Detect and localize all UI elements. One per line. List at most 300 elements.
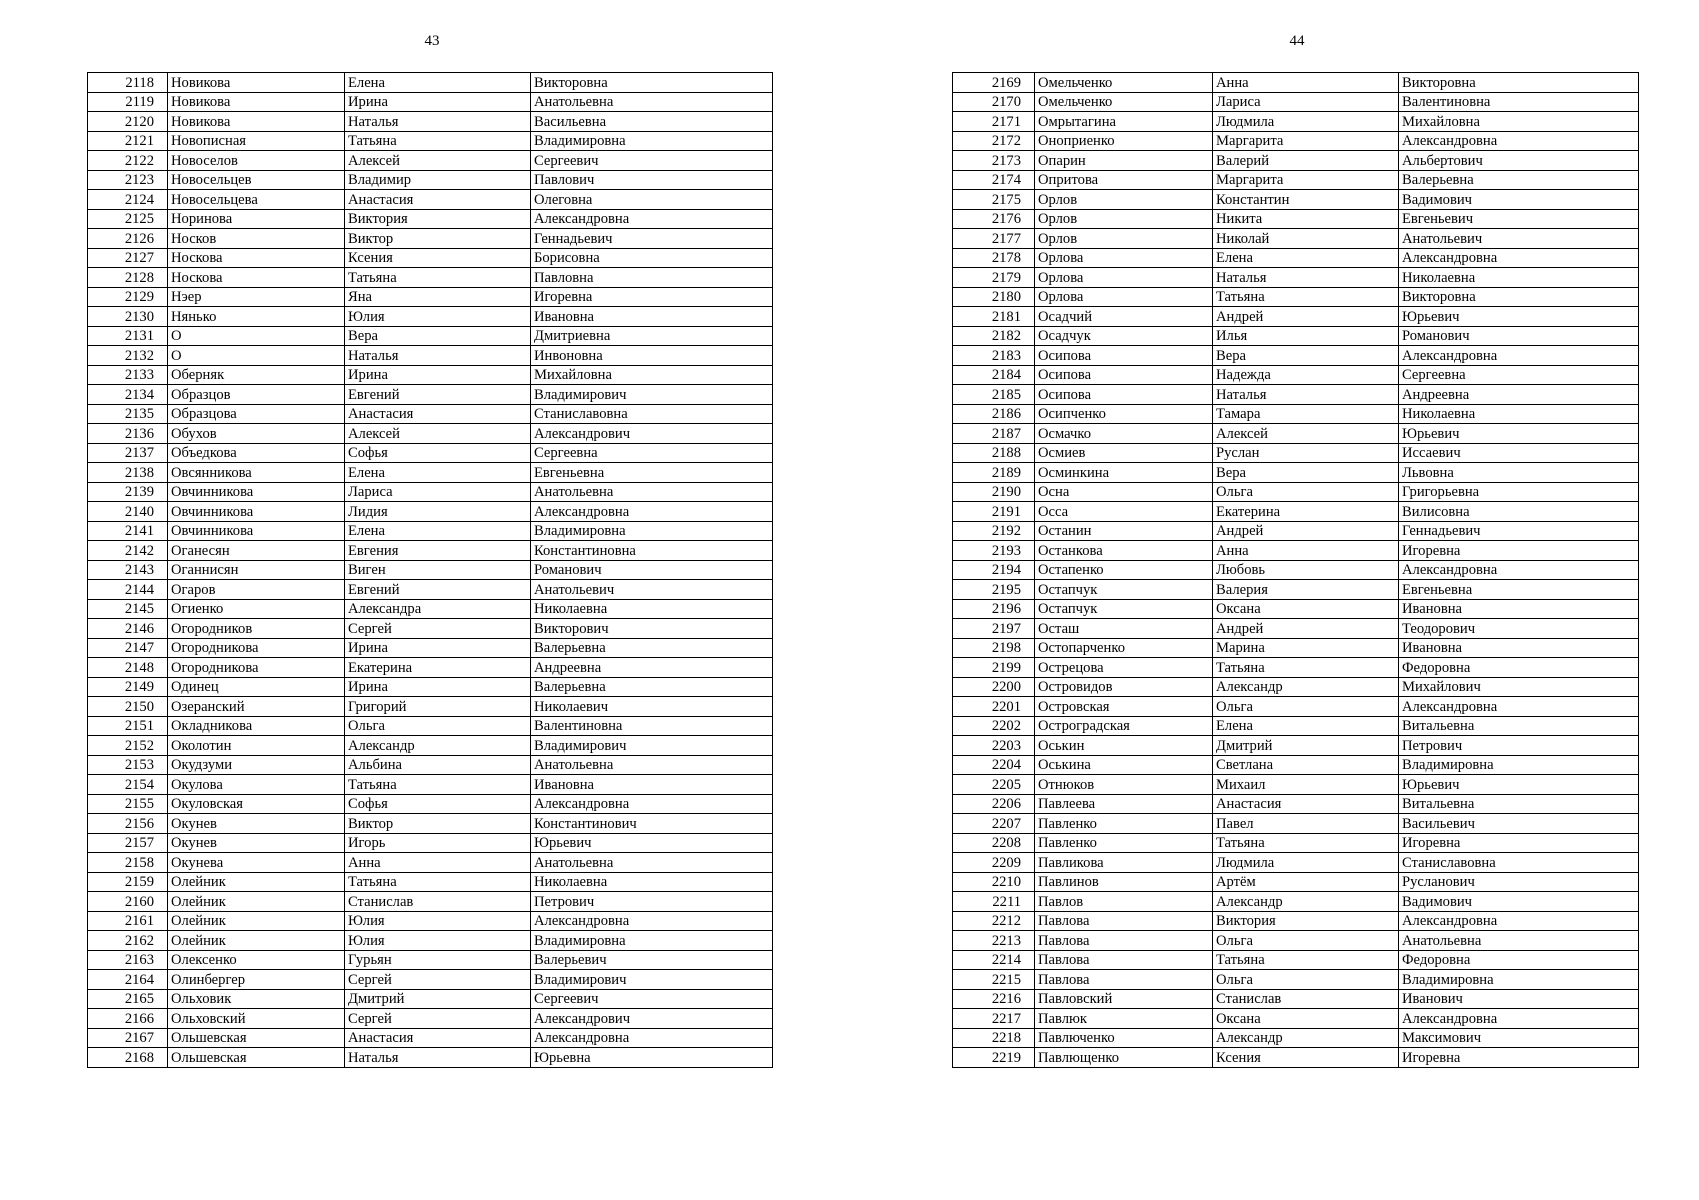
row-number-cell: 2201 xyxy=(953,697,1035,717)
last-name-cell: Носков xyxy=(168,229,345,249)
patronymic-cell: Николаевна xyxy=(1399,404,1639,424)
last-name-cell: Павлюченко xyxy=(1035,1028,1213,1048)
patronymic-cell: Александровна xyxy=(531,1028,773,1048)
patronymic-cell: Ивановна xyxy=(531,307,773,327)
row-number-cell: 2208 xyxy=(953,833,1035,853)
table-row xyxy=(953,1028,1639,1048)
table-row xyxy=(88,209,773,229)
patronymic-cell: Юрьевич xyxy=(531,833,773,853)
table-row xyxy=(88,248,773,268)
first-name-cell: Светлана xyxy=(1213,755,1399,775)
last-name-cell: Павленко xyxy=(1035,814,1213,834)
patronymic-cell: Анатольевна xyxy=(531,853,773,873)
last-name-cell: Нянько xyxy=(168,307,345,327)
row-number-cell: 2169 xyxy=(953,73,1035,93)
first-name-cell: Артём xyxy=(1213,872,1399,892)
patronymic-cell: Борисовна xyxy=(531,248,773,268)
first-name-cell: Надежда xyxy=(1213,365,1399,385)
row-number-cell: 2128 xyxy=(88,268,168,288)
row-number-cell: 2134 xyxy=(88,385,168,405)
table-row xyxy=(953,248,1639,268)
row-number-cell: 2153 xyxy=(88,755,168,775)
table-row xyxy=(953,502,1639,522)
row-number-cell: 2132 xyxy=(88,346,168,366)
last-name-cell: Остроградская xyxy=(1035,716,1213,736)
table-row xyxy=(953,814,1639,834)
last-name-cell: Окладникова xyxy=(168,716,345,736)
last-name-cell: Орлов xyxy=(1035,190,1213,210)
table-row xyxy=(953,229,1639,249)
row-number-cell: 2137 xyxy=(88,443,168,463)
patronymic-cell: Романович xyxy=(1399,326,1639,346)
last-name-cell: Отнюков xyxy=(1035,775,1213,795)
row-number-cell: 2164 xyxy=(88,970,168,990)
first-name-cell: Александр xyxy=(345,736,531,756)
first-name-cell: Алексей xyxy=(345,424,531,444)
patronymic-cell: Николаевна xyxy=(531,599,773,619)
patronymic-cell: Михайловна xyxy=(531,365,773,385)
first-name-cell: Павел xyxy=(1213,814,1399,834)
patronymic-cell: Вадимович xyxy=(1399,892,1639,912)
patronymic-cell: Андреевна xyxy=(1399,385,1639,405)
table-row xyxy=(953,190,1639,210)
first-name-cell: Екатерина xyxy=(345,658,531,678)
first-name-cell: Ирина xyxy=(345,638,531,658)
last-name-cell: Опарин xyxy=(1035,151,1213,171)
last-name-cell: Новикова xyxy=(168,92,345,112)
last-name-cell: Опритова xyxy=(1035,170,1213,190)
first-name-cell: Евгений xyxy=(345,580,531,600)
first-name-cell: Виктор xyxy=(345,814,531,834)
row-number-cell: 2125 xyxy=(88,209,168,229)
table-row xyxy=(953,541,1639,561)
patronymic-cell: Александровна xyxy=(531,794,773,814)
row-number-cell: 2131 xyxy=(88,326,168,346)
first-name-cell: Ксения xyxy=(1213,1048,1399,1068)
last-name-cell: Осмиев xyxy=(1035,443,1213,463)
row-number-cell: 2216 xyxy=(953,989,1035,1009)
last-name-cell: Осипова xyxy=(1035,365,1213,385)
first-name-cell: Елена xyxy=(345,463,531,483)
row-number-cell: 2179 xyxy=(953,268,1035,288)
table-row xyxy=(953,658,1639,678)
table-row xyxy=(953,833,1639,853)
first-name-cell: Татьяна xyxy=(1213,833,1399,853)
patronymic-cell: Анатольевна xyxy=(531,92,773,112)
last-name-cell: Остапенко xyxy=(1035,560,1213,580)
last-name-cell: Орлов xyxy=(1035,209,1213,229)
first-name-cell: Андрей xyxy=(1213,521,1399,541)
table-row xyxy=(953,209,1639,229)
first-name-cell: Николай xyxy=(1213,229,1399,249)
table-row xyxy=(953,931,1639,951)
table-row xyxy=(953,697,1639,717)
patronymic-cell: Федоровна xyxy=(1399,658,1639,678)
patronymic-cell: Васильевич xyxy=(1399,814,1639,834)
last-name-cell: Огородникова xyxy=(168,638,345,658)
row-number-cell: 2139 xyxy=(88,482,168,502)
last-name-cell: Овчинникова xyxy=(168,502,345,522)
patronymic-cell: Николаевна xyxy=(1399,268,1639,288)
row-number-cell: 2196 xyxy=(953,599,1035,619)
patronymic-cell: Владимировна xyxy=(531,521,773,541)
table-row xyxy=(88,560,773,580)
row-number-cell: 2198 xyxy=(953,638,1035,658)
first-name-cell: Дмитрий xyxy=(345,989,531,1009)
row-number-cell: 2213 xyxy=(953,931,1035,951)
row-number-cell: 2171 xyxy=(953,112,1035,132)
row-number-cell: 2126 xyxy=(88,229,168,249)
last-name-cell: Павлинов xyxy=(1035,872,1213,892)
first-name-cell: Ольга xyxy=(345,716,531,736)
patronymic-cell: Ивановна xyxy=(1399,599,1639,619)
table-row xyxy=(88,677,773,697)
first-name-cell: Татьяна xyxy=(1213,658,1399,678)
row-number-cell: 2136 xyxy=(88,424,168,444)
row-number-cell: 2209 xyxy=(953,853,1035,873)
first-name-cell: Елена xyxy=(345,521,531,541)
last-name-cell: Осташ xyxy=(1035,619,1213,639)
row-number-cell: 2165 xyxy=(88,989,168,1009)
table-row xyxy=(953,112,1639,132)
first-name-cell: Виген xyxy=(345,560,531,580)
row-number-cell: 2218 xyxy=(953,1028,1035,1048)
first-name-cell: Алексей xyxy=(345,151,531,171)
table-row xyxy=(88,307,773,327)
row-number-cell: 2156 xyxy=(88,814,168,834)
last-name-cell: Окудзуми xyxy=(168,755,345,775)
row-number-cell: 2148 xyxy=(88,658,168,678)
patronymic-cell: Альбертович xyxy=(1399,151,1639,171)
patronymic-cell: Игоревна xyxy=(1399,1048,1639,1068)
first-name-cell: Илья xyxy=(1213,326,1399,346)
patronymic-cell: Витальевна xyxy=(1399,794,1639,814)
table-row xyxy=(953,424,1639,444)
last-name-cell: Омельченко xyxy=(1035,73,1213,93)
first-name-cell: Ксения xyxy=(345,248,531,268)
table-row xyxy=(88,736,773,756)
row-number-cell: 2205 xyxy=(953,775,1035,795)
patronymic-cell: Сергеевич xyxy=(531,151,773,171)
patronymic-cell: Станиславовна xyxy=(1399,853,1639,873)
patronymic-cell: Евгеньевна xyxy=(531,463,773,483)
table-row xyxy=(953,892,1639,912)
last-name-cell: Оберняк xyxy=(168,365,345,385)
patronymic-cell: Сергеевна xyxy=(1399,365,1639,385)
last-name-cell: Осса xyxy=(1035,502,1213,522)
table-row xyxy=(88,92,773,112)
row-number-cell: 2206 xyxy=(953,794,1035,814)
last-name-cell: Окунева xyxy=(168,853,345,873)
first-name-cell: Анастасия xyxy=(345,404,531,424)
last-name-cell: Павлющенко xyxy=(1035,1048,1213,1068)
patronymic-cell: Владимирович xyxy=(531,736,773,756)
last-name-cell: Нэер xyxy=(168,287,345,307)
table-row xyxy=(953,580,1639,600)
last-name-cell: Огиенко xyxy=(168,599,345,619)
row-number-cell: 2185 xyxy=(953,385,1035,405)
last-name-cell: Павленко xyxy=(1035,833,1213,853)
row-number-cell: 2158 xyxy=(88,853,168,873)
last-name-cell: Островская xyxy=(1035,697,1213,717)
patronymic-cell: Иванович xyxy=(1399,989,1639,1009)
first-name-cell: Вера xyxy=(1213,346,1399,366)
patronymic-cell: Владимировна xyxy=(1399,970,1639,990)
last-name-cell: Оноприенко xyxy=(1035,131,1213,151)
page-number: 44 xyxy=(1289,33,1305,49)
table-row xyxy=(953,716,1639,736)
last-name-cell: Огородникова xyxy=(168,658,345,678)
last-name-cell: Орлова xyxy=(1035,248,1213,268)
first-name-cell: Ирина xyxy=(345,365,531,385)
table-row xyxy=(88,229,773,249)
row-number-cell: 2195 xyxy=(953,580,1035,600)
last-name-cell: Осадчук xyxy=(1035,326,1213,346)
first-name-cell: Оксана xyxy=(1213,1009,1399,1029)
patronymic-cell: Александровна xyxy=(1399,911,1639,931)
row-number-cell: 2150 xyxy=(88,697,168,717)
patronymic-cell: Михайловна xyxy=(1399,112,1639,132)
last-name-cell: Павлова xyxy=(1035,931,1213,951)
row-number-cell: 2157 xyxy=(88,833,168,853)
patronymic-cell: Александровна xyxy=(1399,697,1639,717)
last-name-cell: Огородников xyxy=(168,619,345,639)
table-row xyxy=(88,872,773,892)
first-name-cell: Татьяна xyxy=(345,872,531,892)
names-table xyxy=(87,72,773,1068)
row-number-cell: 2200 xyxy=(953,677,1035,697)
row-number-cell: 2155 xyxy=(88,794,168,814)
table-row xyxy=(953,268,1639,288)
table-row xyxy=(88,1048,773,1068)
table-row xyxy=(88,443,773,463)
first-name-cell: Анастасия xyxy=(345,1028,531,1048)
table-row xyxy=(88,580,773,600)
row-number-cell: 2172 xyxy=(953,131,1035,151)
row-number-cell: 2122 xyxy=(88,151,168,171)
patronymic-cell: Олеговна xyxy=(531,190,773,210)
patronymic-cell: Геннадьевич xyxy=(1399,521,1639,541)
row-number-cell: 2135 xyxy=(88,404,168,424)
patronymic-cell: Валерьевна xyxy=(531,638,773,658)
patronymic-cell: Дмитриевна xyxy=(531,326,773,346)
patronymic-cell: Игоревна xyxy=(531,287,773,307)
first-name-cell: Станислав xyxy=(1213,989,1399,1009)
last-name-cell: Окунев xyxy=(168,833,345,853)
first-name-cell: Александр xyxy=(1213,892,1399,912)
first-name-cell: Григорий xyxy=(345,697,531,717)
table-row xyxy=(953,872,1639,892)
patronymic-cell: Игоревна xyxy=(1399,541,1639,561)
row-number-cell: 2127 xyxy=(88,248,168,268)
first-name-cell: Никита xyxy=(1213,209,1399,229)
last-name-cell: Овчинникова xyxy=(168,482,345,502)
table-row xyxy=(88,502,773,522)
last-name-cell: Павлова xyxy=(1035,911,1213,931)
last-name-cell: Осипова xyxy=(1035,346,1213,366)
last-name-cell: Новикова xyxy=(168,112,345,132)
table-row xyxy=(953,482,1639,502)
first-name-cell: Лидия xyxy=(345,502,531,522)
table-row xyxy=(953,1009,1639,1029)
patronymic-cell: Витальевна xyxy=(1399,716,1639,736)
row-number-cell: 2192 xyxy=(953,521,1035,541)
table-row xyxy=(953,775,1639,795)
table-row xyxy=(953,443,1639,463)
names-table xyxy=(952,72,1639,1068)
row-number-cell: 2147 xyxy=(88,638,168,658)
patronymic-cell: Анатольевна xyxy=(531,755,773,775)
patronymic-cell: Александровна xyxy=(1399,131,1639,151)
row-number-cell: 2211 xyxy=(953,892,1035,912)
table-row xyxy=(88,346,773,366)
row-number-cell: 2186 xyxy=(953,404,1035,424)
row-number-cell: 2140 xyxy=(88,502,168,522)
last-name-cell: Осмачко xyxy=(1035,424,1213,444)
last-name-cell: Павлова xyxy=(1035,950,1213,970)
last-name-cell: Носкова xyxy=(168,248,345,268)
table-row xyxy=(88,697,773,717)
row-number-cell: 2143 xyxy=(88,560,168,580)
row-number-cell: 2183 xyxy=(953,346,1035,366)
first-name-cell: Александра xyxy=(345,599,531,619)
first-name-cell: Софья xyxy=(345,443,531,463)
first-name-cell: Тамара xyxy=(1213,404,1399,424)
row-number-cell: 2123 xyxy=(88,170,168,190)
last-name-cell: Новописная xyxy=(168,131,345,151)
table-row xyxy=(953,307,1639,327)
patronymic-cell: Инвоновна xyxy=(531,346,773,366)
first-name-cell: Анна xyxy=(1213,541,1399,561)
table-row xyxy=(953,287,1639,307)
last-name-cell: Останкова xyxy=(1035,541,1213,561)
first-name-cell: Евгения xyxy=(345,541,531,561)
row-number-cell: 2173 xyxy=(953,151,1035,171)
table-row xyxy=(953,521,1639,541)
table-row xyxy=(953,599,1639,619)
row-number-cell: 2175 xyxy=(953,190,1035,210)
patronymic-cell: Валерьевна xyxy=(1399,170,1639,190)
patronymic-cell: Владимирович xyxy=(531,970,773,990)
patronymic-cell: Вадимович xyxy=(1399,190,1639,210)
first-name-cell: Александр xyxy=(1213,677,1399,697)
row-number-cell: 2210 xyxy=(953,872,1035,892)
patronymic-cell: Станиславовна xyxy=(531,404,773,424)
first-name-cell: Альбина xyxy=(345,755,531,775)
row-number-cell: 2141 xyxy=(88,521,168,541)
first-name-cell: Сергей xyxy=(345,619,531,639)
patronymic-cell: Русланович xyxy=(1399,872,1639,892)
row-number-cell: 2191 xyxy=(953,502,1035,522)
table-row xyxy=(953,560,1639,580)
patronymic-cell: Геннадьевич xyxy=(531,229,773,249)
row-number-cell: 2160 xyxy=(88,892,168,912)
patronymic-cell: Павловна xyxy=(531,268,773,288)
patronymic-cell: Александровна xyxy=(1399,346,1639,366)
first-name-cell: Владимир xyxy=(345,170,531,190)
right-page xyxy=(952,0,1642,1200)
last-name-cell: Новоселов xyxy=(168,151,345,171)
patronymic-cell: Михайлович xyxy=(1399,677,1639,697)
patronymic-cell: Игоревна xyxy=(1399,833,1639,853)
patronymic-cell: Николаевна xyxy=(531,872,773,892)
last-name-cell: Омельченко xyxy=(1035,92,1213,112)
table-row xyxy=(88,814,773,834)
table-row xyxy=(953,131,1639,151)
table-row xyxy=(953,385,1639,405)
patronymic-cell: Константинович xyxy=(531,814,773,834)
last-name-cell: Павликова xyxy=(1035,853,1213,873)
table-row xyxy=(88,1009,773,1029)
table-row xyxy=(88,755,773,775)
patronymic-cell: Сергеевна xyxy=(531,443,773,463)
row-number-cell: 2168 xyxy=(88,1048,168,1068)
row-number-cell: 2199 xyxy=(953,658,1035,678)
row-number-cell: 2203 xyxy=(953,736,1035,756)
first-name-cell: Анна xyxy=(1213,73,1399,93)
table-row xyxy=(953,970,1639,990)
row-number-cell: 2177 xyxy=(953,229,1035,249)
row-number-cell: 2181 xyxy=(953,307,1035,327)
first-name-cell: Юлия xyxy=(345,931,531,951)
patronymic-cell: Юрьевна xyxy=(531,1048,773,1068)
last-name-cell: Образцова xyxy=(168,404,345,424)
row-number-cell: 2121 xyxy=(88,131,168,151)
patronymic-cell: Александровна xyxy=(531,911,773,931)
first-name-cell: Елена xyxy=(1213,716,1399,736)
first-name-cell: Татьяна xyxy=(1213,287,1399,307)
first-name-cell: Ирина xyxy=(345,92,531,112)
row-number-cell: 2214 xyxy=(953,950,1035,970)
row-number-cell: 2119 xyxy=(88,92,168,112)
first-name-cell: Ирина xyxy=(345,677,531,697)
last-name-cell: Новосельцева xyxy=(168,190,345,210)
row-number-cell: 2144 xyxy=(88,580,168,600)
last-name-cell: Острецова xyxy=(1035,658,1213,678)
first-name-cell: Елена xyxy=(345,73,531,93)
row-number-cell: 2154 xyxy=(88,775,168,795)
table-row xyxy=(953,73,1639,93)
last-name-cell: Одинец xyxy=(168,677,345,697)
table-row xyxy=(953,365,1639,385)
patronymic-cell: Владимировна xyxy=(531,131,773,151)
row-number-cell: 2167 xyxy=(88,1028,168,1048)
patronymic-cell: Евгеньевич xyxy=(1399,209,1639,229)
row-number-cell: 2215 xyxy=(953,970,1035,990)
last-name-cell: Оськина xyxy=(1035,755,1213,775)
patronymic-cell: Владимировна xyxy=(531,931,773,951)
first-name-cell: Гурьян xyxy=(345,950,531,970)
first-name-cell: Наталья xyxy=(345,1048,531,1068)
first-name-cell: Анастасия xyxy=(1213,794,1399,814)
last-name-cell: Павлеева xyxy=(1035,794,1213,814)
row-number-cell: 2152 xyxy=(88,736,168,756)
last-name-cell: Олейник xyxy=(168,892,345,912)
table-row xyxy=(953,853,1639,873)
table-row xyxy=(953,911,1639,931)
last-name-cell: Остопарченко xyxy=(1035,638,1213,658)
row-number-cell: 2207 xyxy=(953,814,1035,834)
table-row xyxy=(953,1048,1639,1068)
table-row xyxy=(88,190,773,210)
patronymic-cell: Юрьевич xyxy=(1399,307,1639,327)
last-name-cell: Осна xyxy=(1035,482,1213,502)
patronymic-cell: Валерьевич xyxy=(531,950,773,970)
first-name-cell: Татьяна xyxy=(345,268,531,288)
table-row xyxy=(953,151,1639,171)
last-name-cell: Огаров xyxy=(168,580,345,600)
table-row xyxy=(88,658,773,678)
